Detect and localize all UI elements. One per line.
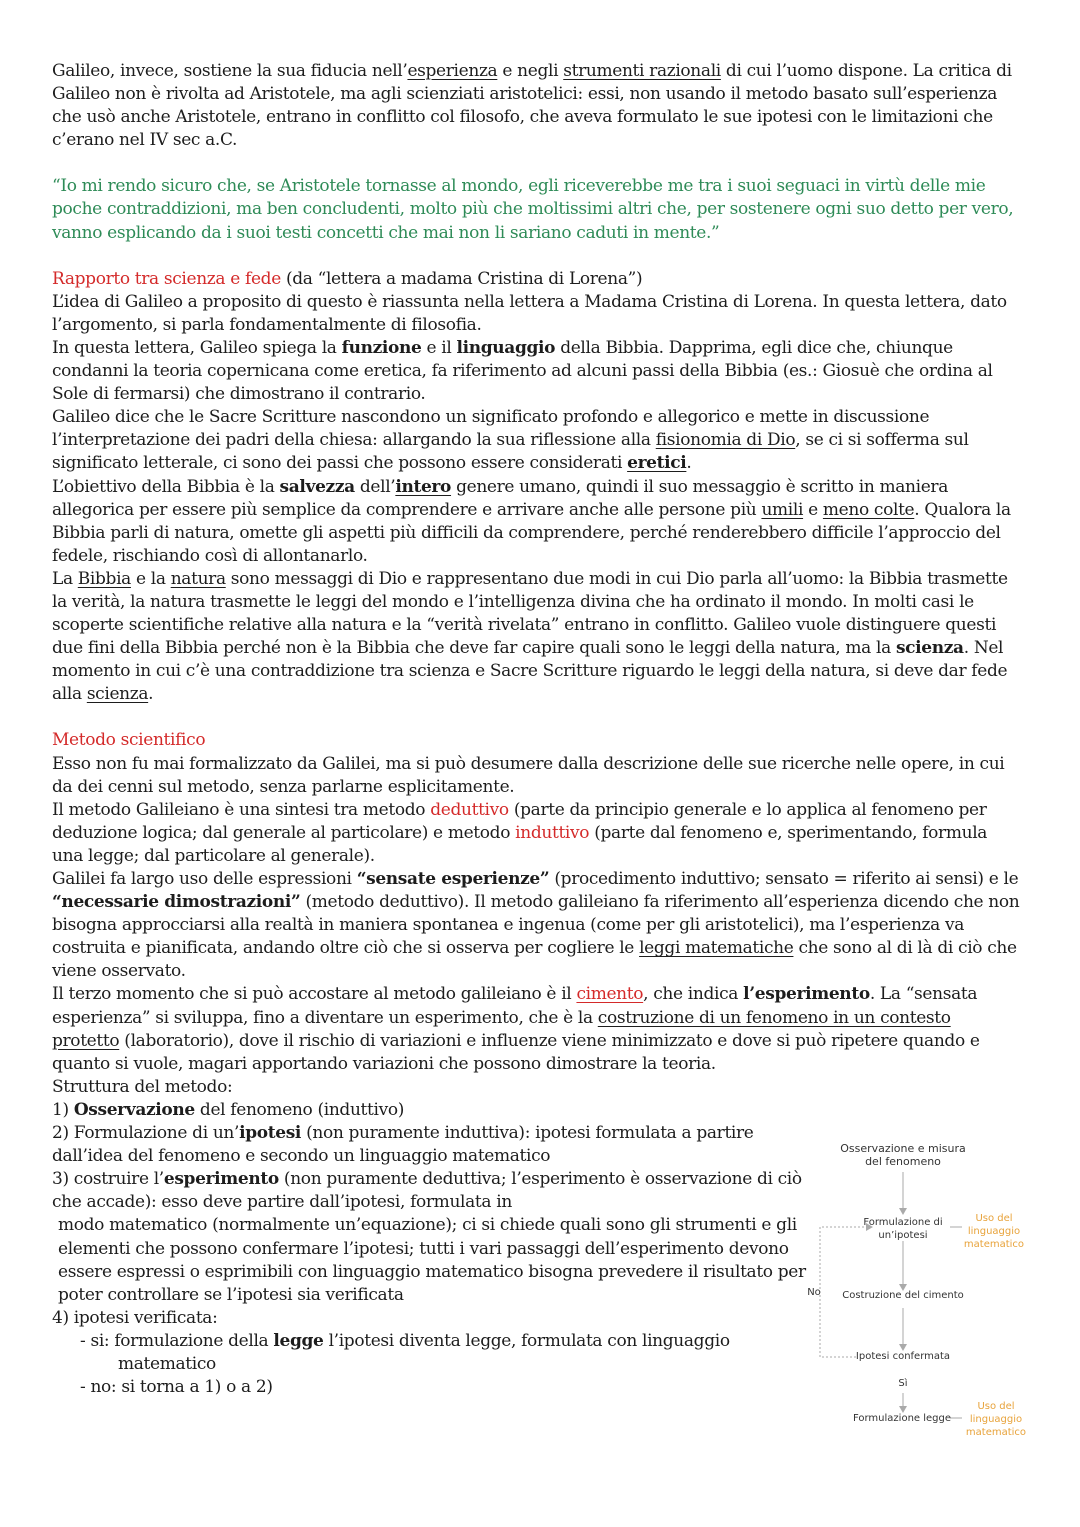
- fede-paragraph-1: L’idea di Galileo a proposito di questo è riassunta nella lettera a Madama Cristina di Lorena. In questa lettera, dato l’argomento, si parla fondamentalmente di filosofia.: [52, 291, 1007, 335]
- diagram-yes-label: Sì: [898, 1378, 908, 1389]
- metodo-paragraph-4: Il terzo momento che si può accostare al metodo galileiano è il cimento, che indica l’esperimento. La “sensata esperienza” si sviluppa, fino a diventare un esperimento, che è la costruzione di un fenomeno in un contesto protetto (laboratorio), dove il rischio di variazioni e influenze viene minimizzato e dove si può ripetere quando e quanto si vuole, magari apportando variazioni che possono dimostrare la teoria.: [52, 984, 980, 1074]
- diagram-observation: Osservazione e misura del fenomeno: [840, 1142, 966, 1168]
- metodo-paragraph-2: Il metodo Galileiano è una sintesi tra metodo deduttivo (parte da principio generale e lo applica al fenomeno per deduzione logica; dal generale al particolare) e metodo induttivo (parte dal fenomeno e, sperimentando, formula una legge; dal particolare al generale).: [52, 799, 988, 866]
- structure-step-1: 1) Osservazione del fenomeno (induttivo): [52, 1099, 405, 1120]
- diagram-side-math-2: Uso del linguaggio matematico: [965, 1401, 1027, 1438]
- section-heading-fede: Rapporto tra scienza e fede (da “lettera a madama Cristina di Lorena”): [52, 268, 643, 289]
- structure-step-3: 3) costruire l’esperimento (non puramente deduttiva; l’esperimento è osservazione di ciò che accade): esso deve partire dall’ipotesi, formulata in: [52, 1169, 802, 1213]
- term-strumenti-razionali: strumenti razionali: [563, 61, 721, 81]
- structure-step-4-no: - no: si torna a 1) o a 2): [80, 1377, 273, 1398]
- fede-paragraph-3: Galileo dice che le Sacre Scritture nascondono un significato profondo e allegorico e mette in discussione l’interpretazione dei padri della chiesa: allargando la sua riflessione alla fisionomia di Dio, se ci si sofferma sul significato letterale, ci sono dei passi che possono essere considerati eretici.: [52, 407, 969, 474]
- fede-paragraph-4: L’obiettivo della Bibbia è la salvezza dell’intero genere umano, quindi il suo messaggio è scritto in maniera allegorica per essere più semplice da comprendere e arrivare anche alle persone più umili e meno colte. Qualora la Bibbia parli di natura, omette gli aspetti più difficili da comprendere, perché renderebbero difficile l’approccio del fedele, rischiando così di allontanarlo.: [52, 476, 1011, 566]
- intro-paragraph: Galileo, invece, sostiene la sua fiducia nell’esperienza e negli strumenti razionali di cui l’uomo dispone. La critica di Galileo non è rivolta ad Aristotele, ma agli scienziati aristotelici: essi, non usando il metodo basato sull’esperienza che usò anche Aristotele, entrano in conflitto col filosofo, che aveva formulato le sue ipotesi con le limitazioni che c’erano nel IV sec a.C.: [52, 61, 1012, 151]
- structure-step-2: 2) Formulazione di un’ipotesi (non puramente induttiva): ipotesi formulata a partire dall’idea del fenomeno e secondo un linguaggio matematico: [52, 1123, 754, 1167]
- diagram-confirmed: Ipotesi confermata: [855, 1351, 951, 1362]
- diagram-hypothesis: Formulazione di un’ipotesi: [863, 1217, 943, 1241]
- metodo-paragraph-3: Galilei fa largo uso delle espressioni “sensate esperienze” (procedimento induttivo; sensato = riferito ai sensi) e le “necessarie dimostrazioni” (metodo deduttivo). Il metodo galileiano fa riferimento all’esperienza dicendo che non bisogna approcciarsi alla realtà in maniera spontanea e ingenua (come per gli aristotelici), ma l’esperienza va costruita e pianificata, andando oltre ciò che si osserva per cogliere le leggi matematiche che sono al di là di ciò che viene osservato.: [52, 869, 1020, 982]
- method-structure: [52, 1076, 812, 1399]
- structure-title: Struttura del metodo:: [52, 1076, 233, 1097]
- diagram-experiment: Costruzione del cimento: [842, 1290, 964, 1301]
- fede-paragraph-2: In questa lettera, Galileo spiega la funzione e il linguaggio della Bibbia. Dapprima, egli dice che, chiunque condanni la teoria copernicana come eretica, fa riferimento ad alcuni passi della Bibbia (es.: Giosuè che ordina al Sole di fermarsi) che dimostrano il contrario.: [52, 337, 993, 405]
- method-flow-diagram: [800, 1138, 1050, 1448]
- structure-step-3-cont: modo matematico (normalmente un’equazione); ci si chiede quali sono gli strumenti e gli elementi che possono confermare l’ipotesi; tutti i vari passaggi dell’esperimento devono essere espressi o esprimibili con linguaggio matematico bisogna prevedere il risultato per poter controllare se l’ipotesi sia verificata: [58, 1215, 806, 1305]
- diagram-side-math-1: Uso del linguaggio matematico: [963, 1213, 1025, 1250]
- term-esperienza: esperienza: [407, 61, 498, 81]
- structure-step-4: 4) ipotesi verificata:: [52, 1307, 218, 1328]
- metodo-paragraph-1: Esso non fu mai formalizzato da Galilei, ma si può desumere dalla descrizione delle sue ricerche nelle opere, in cui da dei cenni sul metodo, senza parlarne esplicitamente.: [52, 753, 1005, 797]
- diagram-no-label: No: [807, 1287, 821, 1298]
- section-heading-metodo: Metodo scientifico: [52, 730, 206, 751]
- fede-paragraph-5: La Bibbia e la natura sono messaggi di Dio e rappresentano due modi in cui Dio parla all’uomo: la Bibbia trasmette la verità, la natura trasmette le leggi del mondo e l’intelligenza divina che ha ordinato il mondo. In molti casi le scoperte scientifiche relative alla natura e la “verità rivelata” entrano in conflitto. Galileo vuole distinguere questi due fini della Bibbia perché non è la Bibbia che deve far capire quali sono le leggi della natura, ma la scienza. Nel momento in cui c’è una contraddizione tra scienza e Sacre Scritture riguardo le leggi della natura, si deve dar fede alla scienza.: [52, 568, 1008, 705]
- structure-step-4-yes-cont: matematico: [118, 1353, 216, 1374]
- structure-step-4-yes: - si: formulazione della legge l’ipotesi diventa legge, formulata con linguaggio: [80, 1330, 730, 1351]
- aristotle-quote: “Io mi rendo sicuro che, se Aristotele tornasse al mondo, egli riceverebbe me tra i suoi seguaci in virtù delle mie poche contraddizioni, ma ben concludenti, molto più che moltissimi altri che, per sostenere ogni suo detto per vero, vanno esplicando da i suoi testi concetti che mai non li sariano caduti in mente.”: [52, 176, 1014, 243]
- diagram-law: Formulazione legge: [852, 1413, 952, 1424]
